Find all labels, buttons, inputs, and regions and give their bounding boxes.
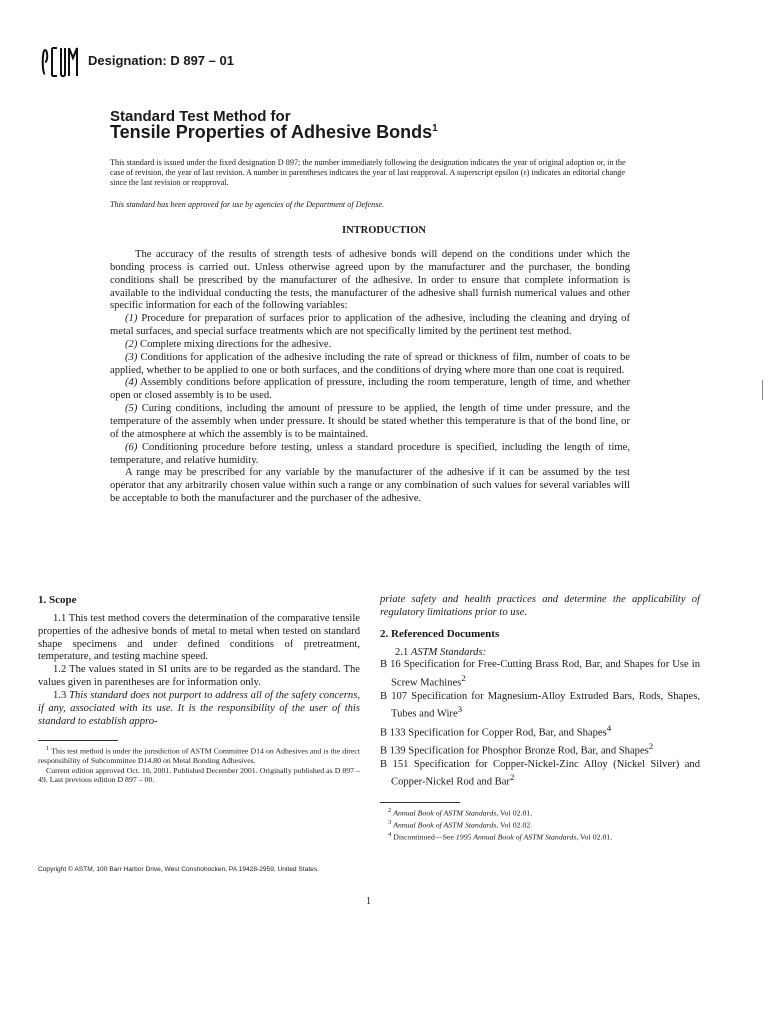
footnotes-right	[380, 806, 700, 842]
astm-logo	[40, 44, 80, 80]
reference-item: B 16 Specification for Free-Cutting Brass Rod, Bar, and Shapes for Use in Screw Machines$^2$	[380, 659, 700, 689]
title-line-2: Tensile Properties of Adhesive Bonds	[110, 122, 433, 142]
reference-item: B 151 Specification for Copper-Nickel-Zinc Alloy (Nickel Silver) and Copper-Nickel Rod and Bar$^2$	[380, 758, 700, 788]
scope-1-3: 1.3 This standard does not purport to address all of the safety concerns, if any, associated with its use. It is the responsibility of the user of this standard to establish appro-	[38, 689, 361, 727]
scope-heading: 1. Scope	[38, 594, 77, 606]
title-line-1: Standard Test Method for	[110, 108, 291, 125]
reference-item: B 133 Specification for Copper Rod, Bar, and Shapes$^4$	[380, 722, 612, 739]
footnote-rule	[38, 740, 118, 741]
reference-item: B 139 Specification for Phosphor Bronze Rod, Bar, and Shapes$^2$	[380, 741, 654, 757]
introduction-body	[110, 249, 630, 506]
intro-item: (4) Assembly conditions before application of pressure, including the room temperature, length of time, and whether open or closed assembly is to be used.	[110, 377, 630, 402]
document-title	[110, 122, 438, 143]
footnote-4: $^4$ Discontinued—See 1995 Annual Book of ASTM Standards, Vol 02.01.	[388, 830, 613, 842]
copyright-notice: Copyright © ASTM, 100 Barr Harbor Drive, West Conshohocken, PA 19428-2959, United States.	[38, 866, 319, 873]
intro-item: (3) Conditions for application of the adhesive including the rate of spread or thickness of film, number of coats to be applied, whether to be applied to one or both surfaces, and the conditions of drying where more than one coat is required.	[110, 351, 630, 376]
footnotes-left	[38, 744, 360, 784]
right-column	[380, 594, 700, 842]
issue-notice: This standard is issued under the fixed designation D 897; the number immediately following the designation indicates the year of original adoption or, in the case of revision, the year of last revision. A number in parentheses indicates the year of last reapproval. A superscript epsilon (ε) indicates an editorial change since the last revision or reapproval.	[110, 158, 626, 188]
footnote-1-edition: Current edition approved Oct. 10, 2001. Published December 2001. Originally published as D 897 – 49. Last previous edition D 897 – 00.	[38, 765, 360, 785]
referenced-heading: 2. Referenced Documents	[380, 627, 500, 640]
designation: Designation: D 897 – 01	[88, 53, 234, 68]
title-footnote-mark: 1	[432, 123, 438, 134]
approved-notice: This standard has been approved for use by agencies of the Department of Defense.	[110, 200, 385, 209]
footnote-1: $^1$ This test method is under the jurisdiction of ASTM Committee D14 on Adhesives and is the direct responsibility of Subcommittee D14.80 on Metal Bonding Adhesives.	[38, 745, 360, 766]
introduction-heading: INTRODUCTION	[341, 225, 426, 236]
intro-item: (1) Procedure for preparation of surfaces prior to application of the adhesive, including the cleaning and drying of metal surfaces, and special surface treatments which are not specifically limited by the pertinent test method.	[110, 313, 630, 338]
page-number: 1	[366, 896, 371, 907]
intro-item: (5) Curing conditions, including the amount of pressure to be applied, the length of time under pressure, and the temperature of the assembly when under pressure. It should be stated whether this temperature is that of the bond line, or of the atmosphere at which the assembly is to be maintained.	[110, 403, 630, 440]
intro-item: (6) Conditioning procedure before testing, unless a standard procedure is specified, including the length of time, temperature, and relative humidity.	[110, 441, 630, 466]
reference-item: B 107 Specification for Magnesium-Alloy Extruded Bars, Rods, Shapes, Tubes and Wire$^3$	[380, 690, 700, 720]
footnote-3: $^3$ Annual Book of ASTM Standards, Vol 02.02.	[388, 818, 533, 830]
footnote-2: $^2$ Annual Book of ASTM Standards, Vol 02.01.	[388, 806, 533, 818]
scope-1-3-continued: priate safety and health practices and determine the applicability of regulatory limitations prior to use.	[380, 594, 700, 618]
scope-1-2: 1.2 The values stated in SI units are to be regarded as the standard. The values given in parentheses are for information only.	[38, 664, 360, 689]
scope-1-1: 1.1 This test method covers the determination of the comparative tensile properties of the adhesive bonds of metal to metal when tested on standard shape specimens and under defined conditions of pretreatment, temperature, and testing machine speed.	[38, 612, 360, 663]
intro-paragraph: A range may be prescribed for any variable by the manufacturer of the adhesive if it can be assumed by the test operator that any arbitrarily chosen value within such a range or any combination of such values for several variables will be acceptable to both the manufacturer and the purchaser of the adhesive.	[110, 467, 630, 505]
intro-paragraph: The accuracy of the results of strength tests of adhesive bonds will depend on the conditions under which the bonding process is carried out. Unless otherwise agreed upon by the manufacturer and the purchaser, the bonding conditions shall be prescribed by the manufacturer of the adhesive. In order to ensure that complete information is available to the individual conducting the tests, the manufacturer of the adhesive shall furnish numerical values and other specific information for each of the following variables:	[110, 249, 630, 312]
left-column	[38, 594, 360, 785]
footnote-rule	[380, 802, 460, 803]
referenced-subheading: 2.1 ASTM Standards:	[395, 646, 487, 658]
margin-change-bar	[762, 380, 763, 400]
intro-item: (2) Complete mixing directions for the adhesive.	[125, 338, 332, 350]
